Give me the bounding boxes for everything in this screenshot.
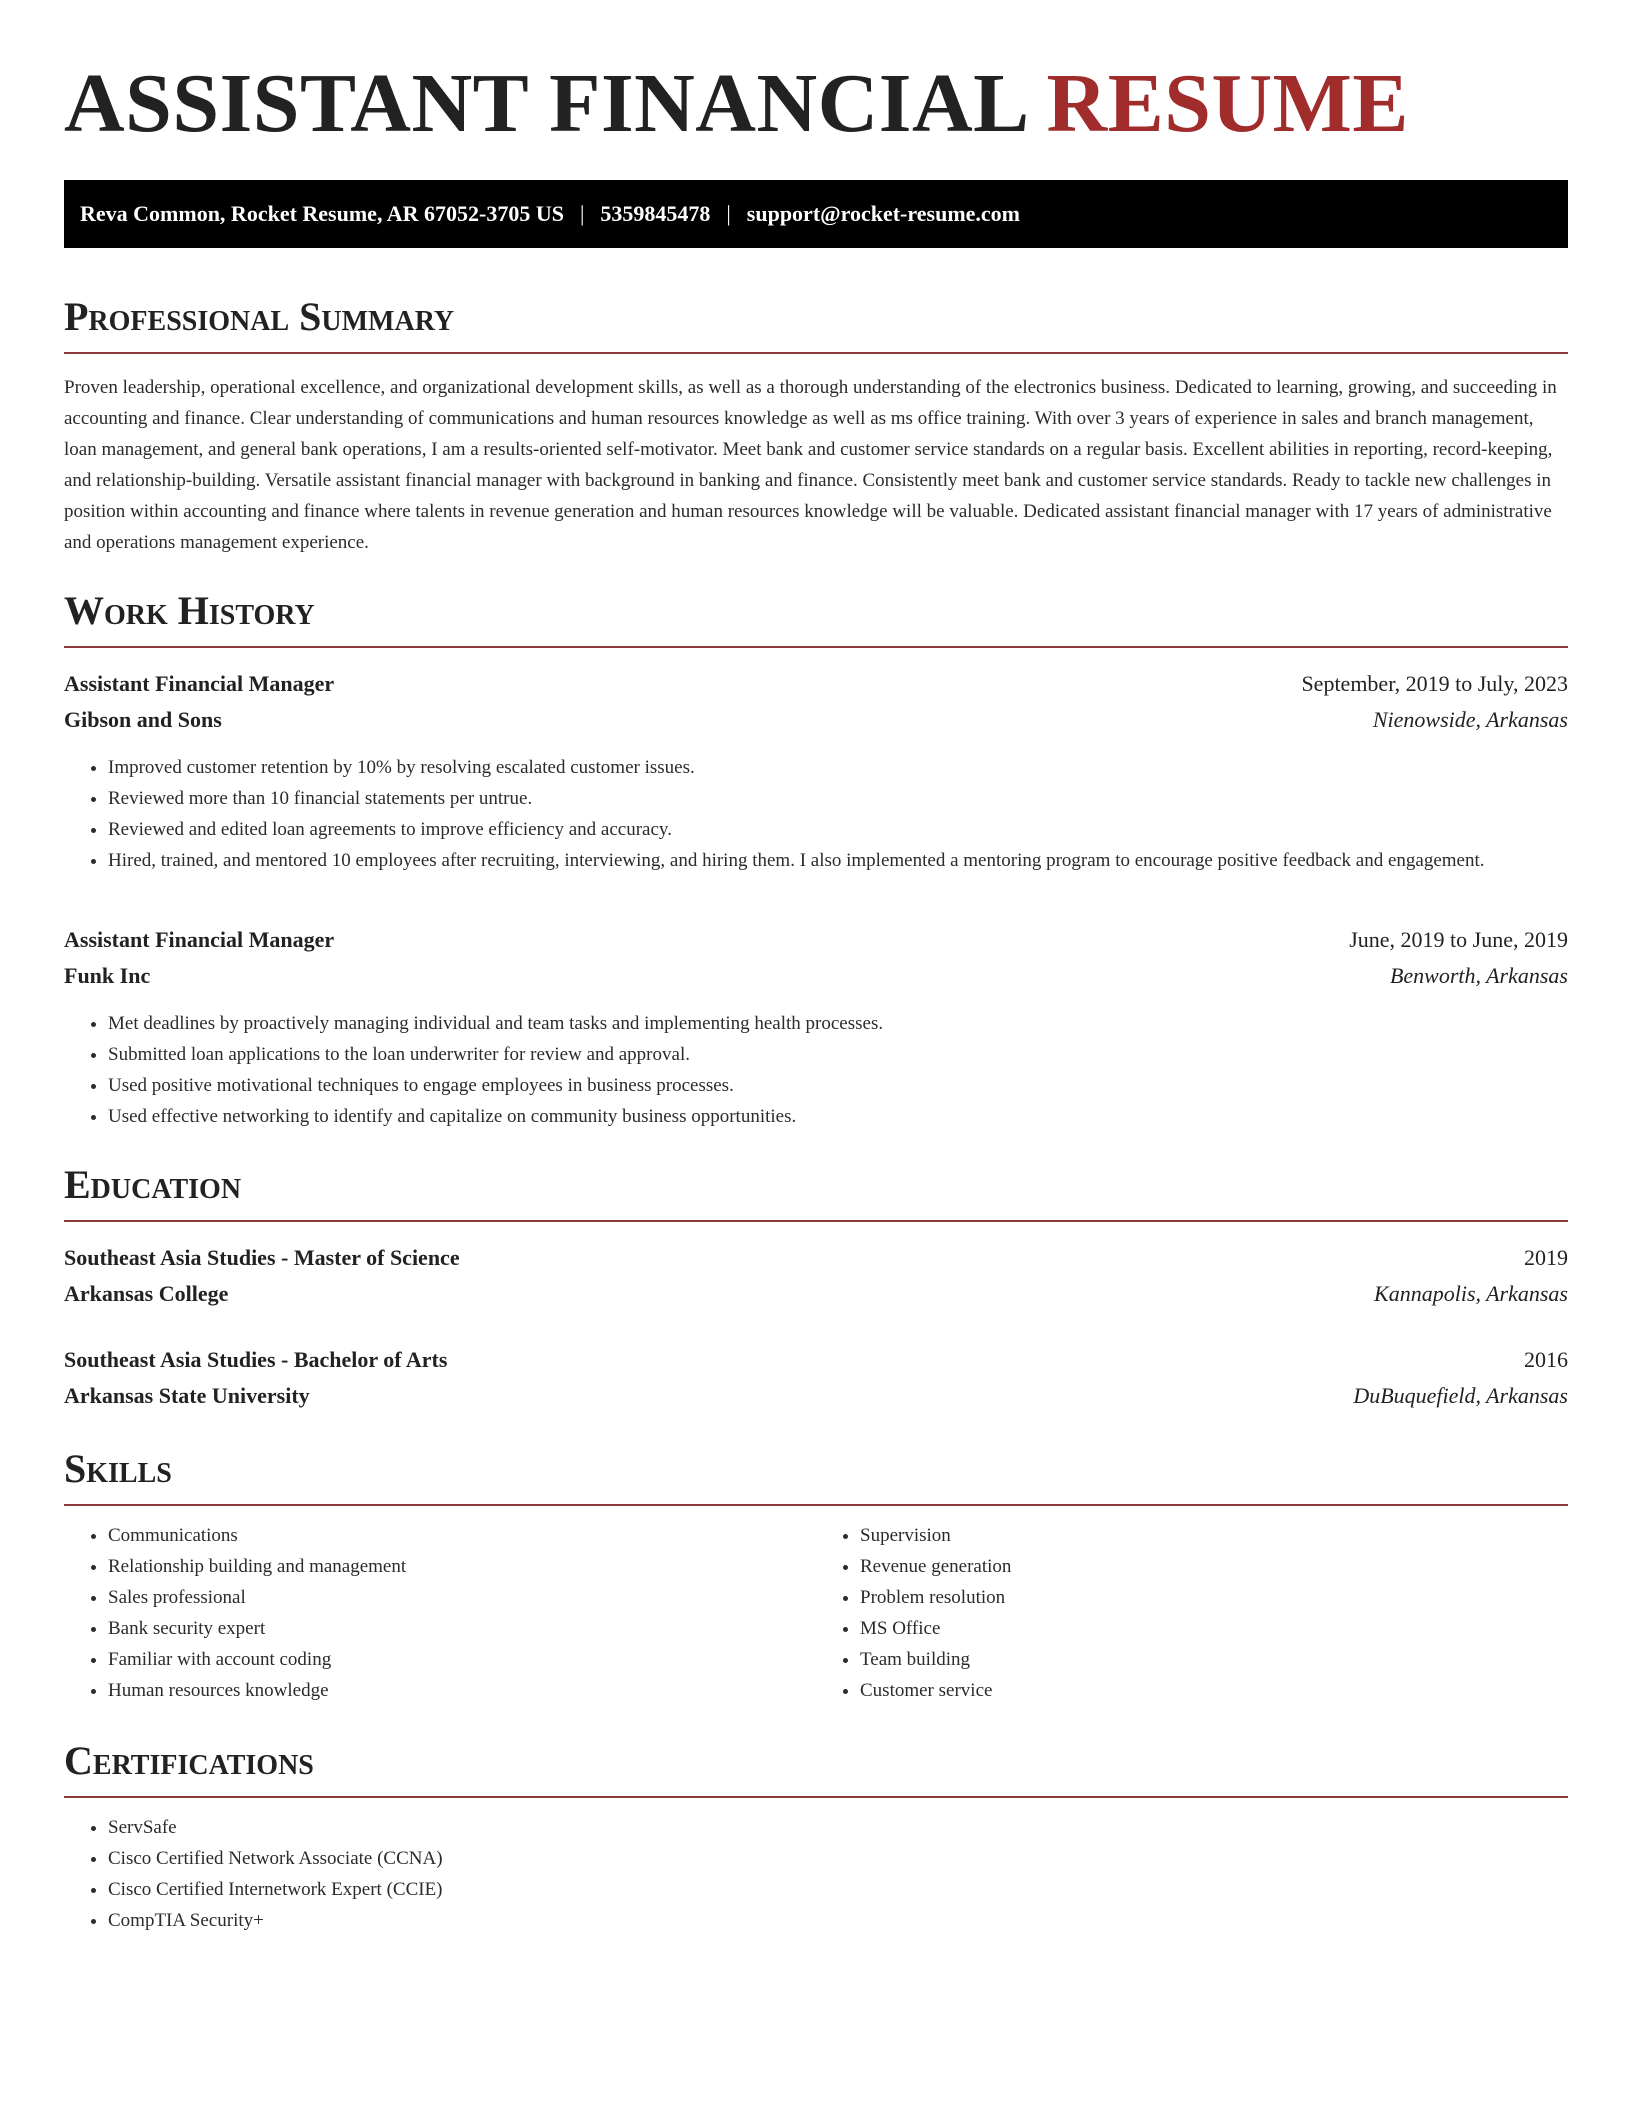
education-degree-row: [64, 1240, 1568, 1276]
job-header-row: [64, 922, 1568, 958]
certifications-section: [64, 1738, 1568, 1936]
job-bullets: [64, 1008, 1568, 1132]
list-item: • Submitted loan applications to the loan underwriter for review and approval.: [108, 1039, 1568, 1070]
education-school: Arkansas College: [64, 1281, 229, 1306]
list-item: • Reviewed and edited loan agreements to improve efficiency and accuracy.: [108, 814, 1568, 845]
job-title: Assistant Financial Manager: [64, 927, 335, 952]
education-year: 2016: [1524, 1347, 1568, 1372]
job-header-row: [64, 666, 1568, 702]
skills-left-column: [64, 1520, 816, 1706]
skill-item: • Communications: [108, 1520, 816, 1551]
job-location: Nienowside, Arkansas: [1372, 707, 1568, 732]
skills-section: [64, 1446, 1568, 1706]
title-accent: RESUME: [1046, 57, 1409, 150]
contact-separator: |: [579, 201, 585, 226]
certifications-list: [64, 1812, 1568, 1936]
job-dates: June, 2019 to June, 2019: [1349, 927, 1568, 952]
list-item: • Used effective networking to identify and capitalize on community business opportunities.: [108, 1101, 1568, 1132]
work-history-heading: Work History: [64, 588, 1568, 648]
education-entry: [64, 1342, 1568, 1414]
skill-item: • Supervision: [860, 1520, 1568, 1551]
education-school: Arkansas State University: [64, 1383, 310, 1408]
title-main: ASSISTANT FINANCIAL: [64, 57, 1026, 150]
education-location: DuBuquefield, Arkansas: [1353, 1383, 1568, 1408]
skills-heading: Skills: [64, 1446, 1568, 1506]
education-degree: Southeast Asia Studies - Master of Science: [64, 1245, 460, 1270]
skill-item: • Revenue generation: [860, 1551, 1568, 1582]
work-history-section: [64, 588, 1568, 1132]
skill-item: • Familiar with account coding: [108, 1644, 816, 1675]
education-location: Kannapolis, Arkansas: [1374, 1281, 1568, 1306]
job-title: Assistant Financial Manager: [64, 671, 335, 696]
certification-item: • CompTIA Security+: [108, 1905, 1568, 1936]
certification-item: • ServSafe: [108, 1812, 1568, 1843]
skill-item: • Bank security expert: [108, 1613, 816, 1644]
education-section: [64, 1162, 1568, 1414]
certification-item: • Cisco Certified Internetwork Expert (CCIE): [108, 1874, 1568, 1905]
job-company-row: [64, 958, 1568, 994]
education-school-row: [64, 1276, 1568, 1312]
summary-heading: Professional Summary: [64, 294, 1568, 354]
contact-bar: [64, 180, 1568, 248]
skill-item: • Human resources knowledge: [108, 1675, 816, 1706]
education-school-row: [64, 1378, 1568, 1414]
list-item: • Improved customer retention by 10% by resolving escalated customer issues.: [108, 752, 1568, 783]
job-company-row: [64, 702, 1568, 738]
education-degree: Southeast Asia Studies - Bachelor of Arts: [64, 1347, 448, 1372]
skills-right-column: [816, 1520, 1568, 1706]
skill-item: • Sales professional: [108, 1582, 816, 1613]
summary-text: Proven leadership, operational excellence, and organizational development skills, as well as a thorough understanding of the electronics business. Dedicated to learning, growing, and succeeding in accounting and finance. Clear understanding of communications and human resources knowledge as well as ms office training. With over 3 years of experience in sales and branch management, loan management, and general bank operations, I am a results-oriented self-motivator. Meet bank and customer service standards on a regular basis. Excellent abilities in reporting, record-keeping, and relationship-building. Versatile assistant financial manager with background in banking and finance. Consistently meet bank and customer service standards. Ready to tackle new challenges in position within accounting and finance where talents in revenue generation and human resources knowledge will be valuable. Dedicated assistant financial manager with 17 years of administrative and operations management experience.: [64, 377, 1557, 553]
list-item: • Used positive motivational techniques to engage employees in business processes.: [108, 1070, 1568, 1101]
skill-item: • Customer service: [860, 1675, 1568, 1706]
contact-separator: |: [726, 201, 731, 226]
skill-item: • Team building: [860, 1644, 1568, 1675]
contact-email: support@rocket-resume.com: [746, 201, 1020, 226]
job-entry: [64, 922, 1568, 1132]
job-entry: [64, 666, 1568, 876]
skills-columns: [64, 1520, 1568, 1706]
skill-item: • MS Office: [860, 1613, 1568, 1644]
list-item: • Reviewed more than 10 financial statements per untrue.: [108, 783, 1568, 814]
contact-phone: 5359845478: [600, 201, 711, 226]
education-year: 2019: [1524, 1245, 1568, 1270]
skill-item: • Relationship building and management: [108, 1551, 816, 1582]
job-company: Funk Inc: [64, 963, 151, 988]
list-item: • Hired, trained, and mentored 10 employees after recruiting, interviewing, and hiring them. I also implemented a mentoring program to encourage positive feedback and engagement.: [108, 845, 1568, 876]
job-location: Benworth, Arkansas: [1389, 963, 1568, 988]
skill-item: • Problem resolution: [860, 1582, 1568, 1613]
list-item: • Met deadlines by proactively managing individual and team tasks and implementing health processes.: [108, 1008, 1568, 1039]
education-entry: [64, 1240, 1568, 1312]
job-company: Gibson and Sons: [64, 707, 222, 732]
certifications-heading: Certifications: [64, 1738, 1568, 1798]
contact-address: Reva Common, Rocket Resume, AR 67052-3705 US: [80, 201, 564, 226]
job-bullets: [64, 752, 1568, 876]
summary-section: [64, 294, 1568, 558]
certification-item: • Cisco Certified Network Associate (CCNA): [108, 1843, 1568, 1874]
job-dates: September, 2019 to July, 2023: [1301, 671, 1568, 696]
education-degree-row: [64, 1342, 1568, 1378]
resume-title: [64, 57, 1568, 150]
education-heading: Education: [64, 1162, 1568, 1222]
